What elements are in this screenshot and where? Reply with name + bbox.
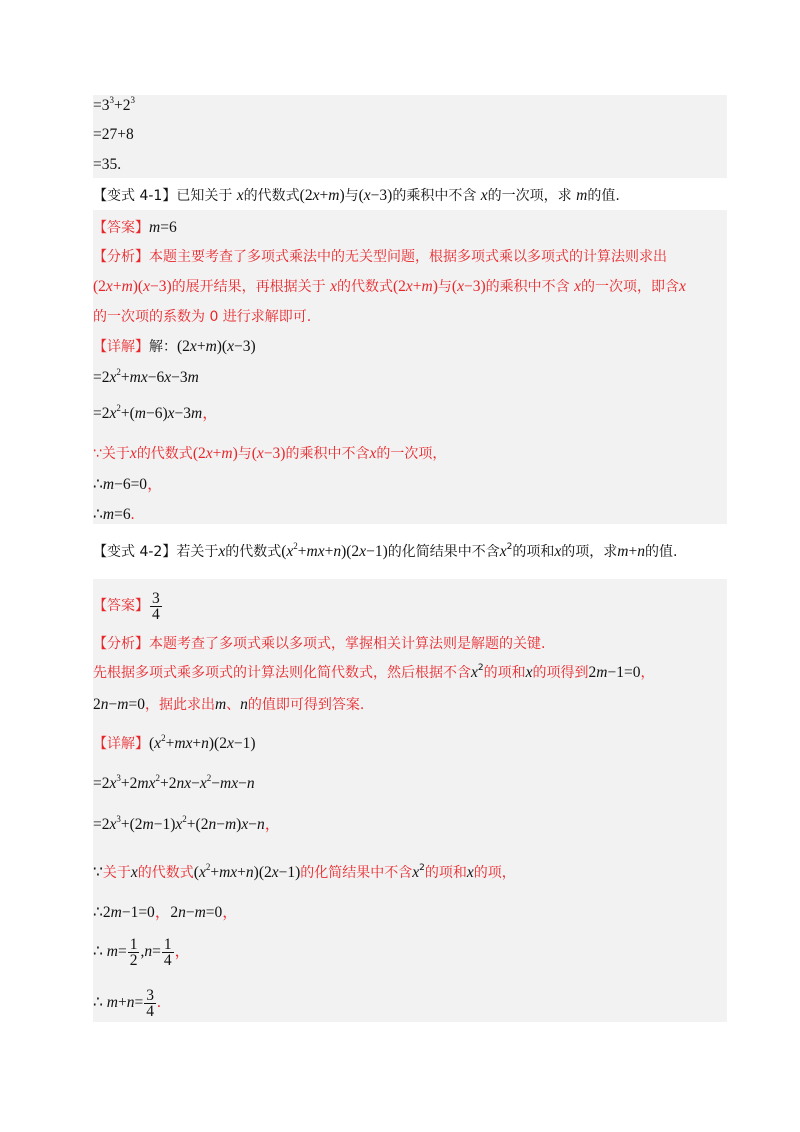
analysis-4-1-line-3: 的一次项的系数为 0 进行求解即可. bbox=[93, 309, 312, 325]
detail-4-2-step-2: $=2x^3+(2m-1)x^2+(2n-m)x-n$， bbox=[93, 814, 281, 833]
analysis-4-2-line-3: 2n−m=0，据此求出m、n的值即可得到答案. bbox=[93, 696, 365, 713]
analysis-4-2-line-1: 【分析】本题考查了多项式乘以多项式，掌握相关计算法则是解题的关键. bbox=[93, 636, 546, 652]
detail-4-1-head: 【详解】解：(2x+m)(x−3) bbox=[93, 338, 256, 355]
detail-4-1-therefore-1: ∴m−6=0， bbox=[93, 476, 163, 493]
variant-tag: 【变式 4-1】 bbox=[93, 188, 177, 204]
detail-4-1-because: ∵关于x的代数式(2x+m)与(x−3)的乘积中不含x的一次项， bbox=[93, 445, 447, 462]
analysis-4-1-line-2: (2x+m)(x−3)的展开结果，再根据关于 x的代数式(2x+m)与(x−3)的乘积中不含 x的一次项，即含x bbox=[93, 278, 686, 295]
variant-4-2-question: 【变式 4-2】若关于x的代数式$(x^2+mx+n)(2x-1)$的化简结果中不含$x^2$的项和x的项，求m+n的值. bbox=[93, 541, 678, 560]
detail-4-2-therefore-1: ∴2m−1=0，2n−m=0， bbox=[93, 904, 238, 921]
calc-line-2: =27+8 bbox=[93, 126, 134, 143]
fraction-quarter: $\frac{1}{4}$ bbox=[163, 935, 172, 969]
analysis-4-1-line-1: 【分析】本题主要考查了多项式乘法中的无关型问题，根据多项式乘以多项式的计算法则求出 bbox=[93, 249, 667, 265]
detail-4-1-step-2: $=2x^2+(m-6)x-3m$， bbox=[93, 403, 218, 422]
answer-4-2 bbox=[93, 588, 163, 624]
calc-line-1: $=3^3+2^3$ bbox=[93, 95, 135, 114]
detail-4-2-because: ∵关于x的代数式$(x^2+mx+n)(2x-1)$的化简结果中不含$x^2$的项和x的项， bbox=[93, 862, 516, 881]
analysis-4-2-line-2: 先根据多项式乘多项式的计算法则化简代数式，然后根据不含$x^2$的项和x的项得到2m−1=0， bbox=[93, 663, 655, 681]
answer-tag: 【答案】 bbox=[93, 598, 149, 614]
detail-4-1-therefore-2: ∴m=6. bbox=[93, 506, 135, 523]
variant-4-1-question: 【变式 4-1】已知关于 x的代数式(2x+m)与(x−3)的乘积中不含 x的一次项，求 m的值. bbox=[93, 187, 620, 204]
detail-4-2-therefore-2: ∴ m= $\frac{1}{2}$ ,n= $\frac{1}{4}$ ， bbox=[93, 935, 191, 969]
detail-4-2-step-1: $=2x^3+2mx^2+2nx-x^2-mx-n$ bbox=[93, 773, 255, 792]
answer-4-1: 【答案】m=6 bbox=[93, 219, 177, 236]
answer-tag: 【答案】 bbox=[93, 220, 149, 236]
calc-line-3: =35. bbox=[93, 156, 122, 173]
detail-4-2-head: 【详解】$(x^2+mx+n)(2x-1)$ bbox=[93, 733, 256, 752]
fraction-result: $\frac{3}{4}$ bbox=[146, 986, 154, 1020]
detail-4-2-therefore-3: ∴ m+n= $\frac{3}{4}$ . bbox=[93, 986, 161, 1020]
variant-tag: 【变式 4-2】 bbox=[93, 544, 177, 560]
solution-block-top bbox=[93, 95, 727, 178]
detail-4-1-step-1: $=2x^2+mx-6x-3m$ bbox=[93, 367, 199, 386]
fraction-half: $\frac{1}{2}$ bbox=[129, 935, 138, 969]
answer-fraction: $\frac{3}{4}$ bbox=[152, 589, 160, 623]
